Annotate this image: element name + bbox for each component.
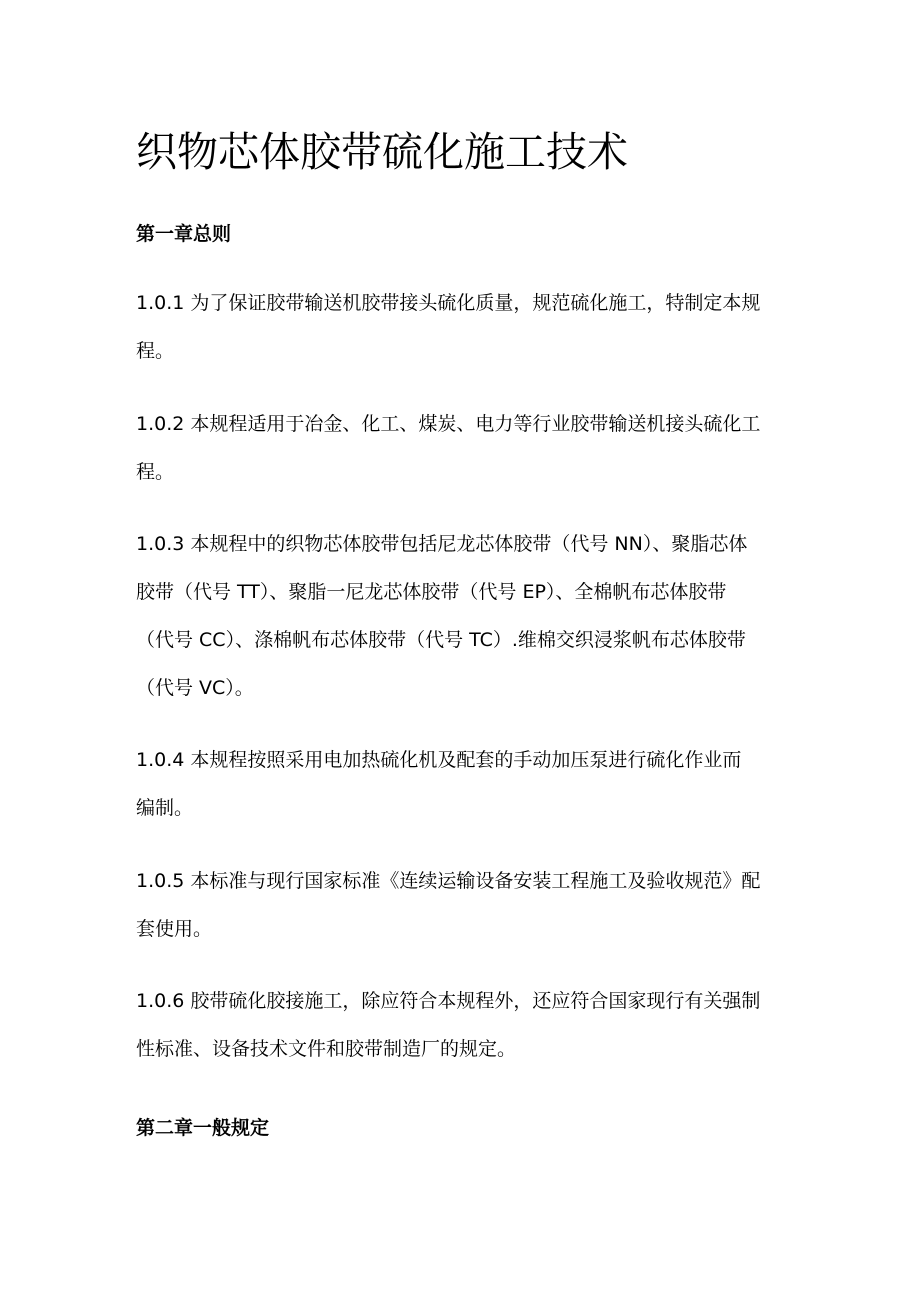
paragraph-1-0-2 [136, 400, 786, 496]
paragraph-1-0-4 [136, 736, 786, 832]
text-line: （代号 VC）。 [136, 677, 254, 699]
chapter-heading: 第二章一般规定 [136, 1117, 270, 1139]
text-line: 1.0.6 胶带硫化胶接施工，除应符合本规程外，还应符合国家现行有关强制 [136, 990, 761, 1012]
text-line: 胶带（代号 TT）、聚脂一尼龙芯体胶带（代号 EP）、全棉帆布芯体胶带 [136, 581, 727, 603]
text-line: 编制。 [136, 797, 194, 819]
chapter-heading: 第一章总则 [136, 223, 232, 245]
paragraph-1-0-6 [136, 977, 786, 1073]
text-line: 套使用。 [136, 918, 213, 940]
text-line: 1.0.2 本规程适用于冶金、化工、煤炭、电力等行业胶带输送机接头硫化工 [136, 413, 761, 435]
paragraph-1-0-1 [136, 279, 786, 375]
text-line: 1.0.1 为了保证胶带输送机胶带接头硫化质量，规范硫化施工，特制定本规 [136, 292, 761, 314]
text-line: 1.0.3 本规程中的织物芯体胶带包括尼龙芯体胶带（代号 NN）、聚脂芯体 [136, 533, 748, 555]
text-line: 性标准、设备技术文件和胶带制造厂的规定。 [136, 1038, 517, 1060]
paragraph-1-0-3 [136, 520, 786, 712]
text-line: 程。 [136, 461, 175, 483]
document-title: 织物芯体胶带硫化施工技术 [136, 128, 628, 176]
paragraph-1-0-5 [136, 857, 786, 953]
text-line: 1.0.5 本标准与现行国家标准《连续运输设备安装工程施工及验收规范》配 [136, 870, 761, 892]
text-line: 程。 [136, 340, 175, 362]
text-line: （代号 CC）、涤棉帆布芯体胶带（代号 TC）.维棉交织浸浆帆布芯体胶带 [136, 629, 746, 651]
text-line: 1.0.4 本规程按照采用电加热硫化机及配套的手动加压泵进行硫化作业而 [136, 749, 742, 771]
